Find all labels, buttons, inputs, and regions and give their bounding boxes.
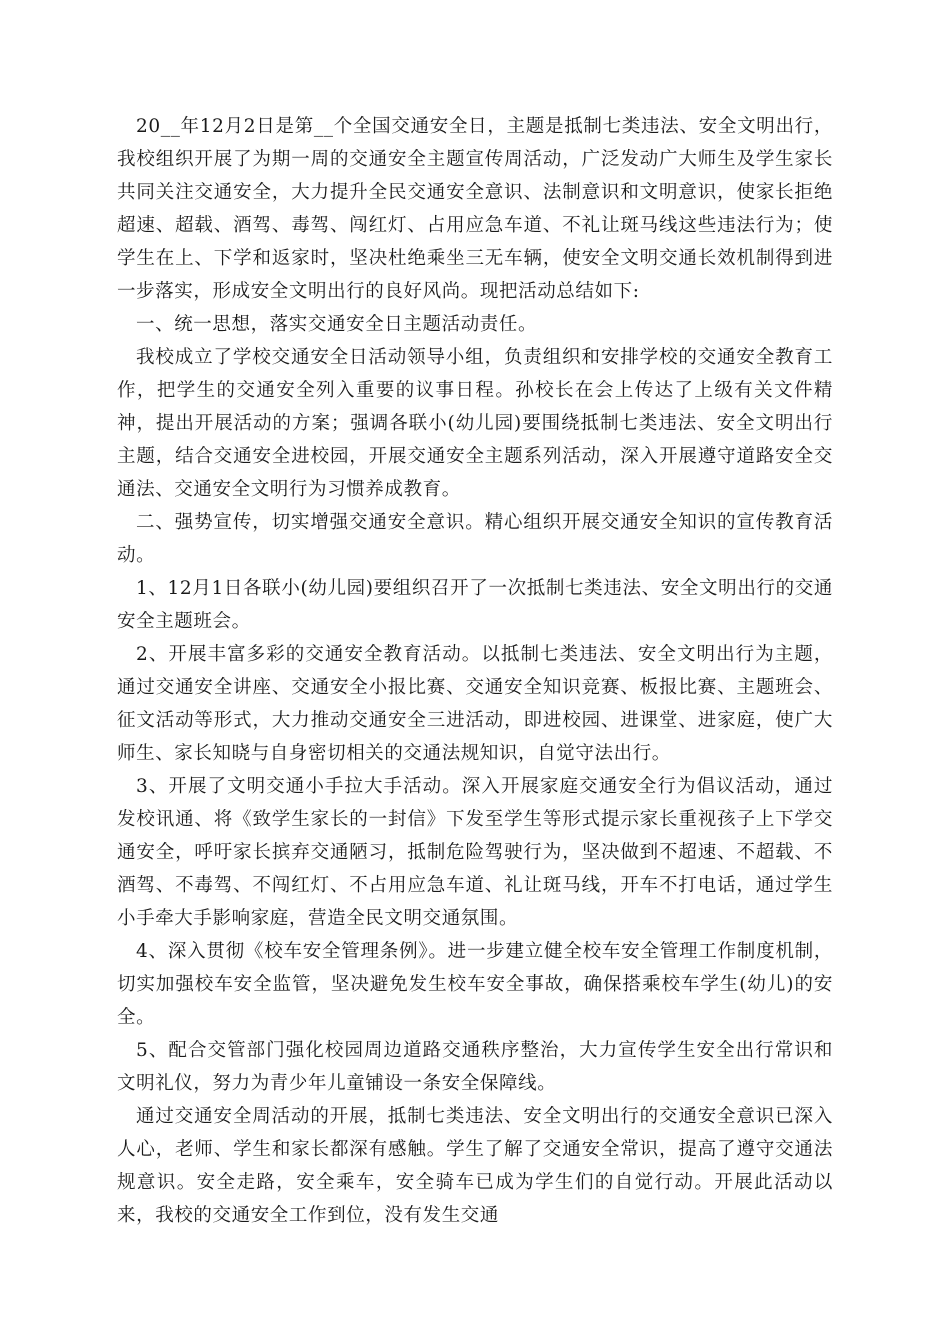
conclusion-paragraph: 通过交通安全周活动的开展，抵制七类违法、安全文明出行的交通安全意识已深入人心，老师、学生和家长都深有感触。学生了解了交通安全常识，提高了遵守交通法规意识。安全走路，安全乘车，安全骑车已成为学生们的自觉行动。开展此活动以来，我校的交通安全工作到位，没有发生交通 [117,1106,833,1226]
intro-paragraph: 20__年12月2日是第__个全国交通安全日，主题是抵制七类违法、安全文明出行，我校组织开展了为期一周的交通安全主题宣传周活动，广泛发动广大师生及学生家长共同关注交通安全，大力提升全民交通安全意识、法制意识和文明意识，使家长拒绝超速、超载、酒驾、毒驾、闯红灯、占用应急车道、不礼让斑马线这些违法行为；使学生在上、下学和返家时，坚决杜绝乘坐三无车辆，使安全文明交通长效机制得到进一步落实，形成安全文明出行的良好风尚。现把活动总结如下: [117,116,833,302]
list-item-5: 5、配合交管部门强化校园周边道路交通秩序整治，大力宣传学生安全出行常识和文明礼仪，努力为青少年儿童铺设一条安全保障线。 [117,1040,833,1094]
section-heading-1: 一、统一思想，落实交通安全日主题活动责任。 [136,314,538,335]
section-heading-2: 二、强势宣传，切实增强交通安全意识。精心组织开展交通安全知识的宣传教育活动。 [117,512,833,566]
list-item-2: 2、开展丰富多彩的交通安全教育活动。以抵制七类违法、安全文明出行为主题，通过交通安全讲座、交通安全小报比赛、交通安全知识竞赛、板报比赛、主题班会、征文活动等形式，大力推动交通安全三进活动，即进校园、进课堂、进家庭，使广大师生、家长知晓与自身密切相关的交通法规知识，自觉守法出行。 [117,644,833,764]
body-paragraph: 我校成立了学校交通安全日活动领导小组，负责组织和安排学校的交通安全教育工作，把学生的交通安全列入重要的议事日程。孙校长在会上传达了上级有关文件精神，提出开展活动的方案；强调各联小(幼儿园)要围绕抵制七类违法、安全文明出行主题，结合交通安全进校园，开展交通安全主题系列活动，深入开展遵守道路安全交通法、交通安全文明行为习惯养成教育。 [117,347,833,500]
document-body [117,110,833,1232]
list-item-3: 3、开展了文明交通小手拉大手活动。深入开展家庭交通安全行为倡议活动，通过发校讯通、将《致学生家长的一封信》下发至学生等形式提示家长重视孩子上下学交通安全，呼吁家长摈弃交通陋习，抵制危险驾驶行为，坚决做到不超速、不超载、不酒驾、不毒驾、不闯红灯、不占用应急车道、礼让斑马线，开车不打电话，通过学生小手牵大手影响家庭，营造全民文明交通氛围。 [117,776,833,929]
list-item-1: 1、12月1日各联小(幼儿园)要组织召开了一次抵制七类违法、安全文明出行的交通安全主题班会。 [117,578,833,632]
list-item-4: 4、深入贯彻《校车安全管理条例》。进一步建立健全校车安全管理工作制度机制，切实加强校车安全监管，坚决避免发生校车安全事故，确保搭乘校车学生(幼儿)的安全。 [117,941,833,1028]
